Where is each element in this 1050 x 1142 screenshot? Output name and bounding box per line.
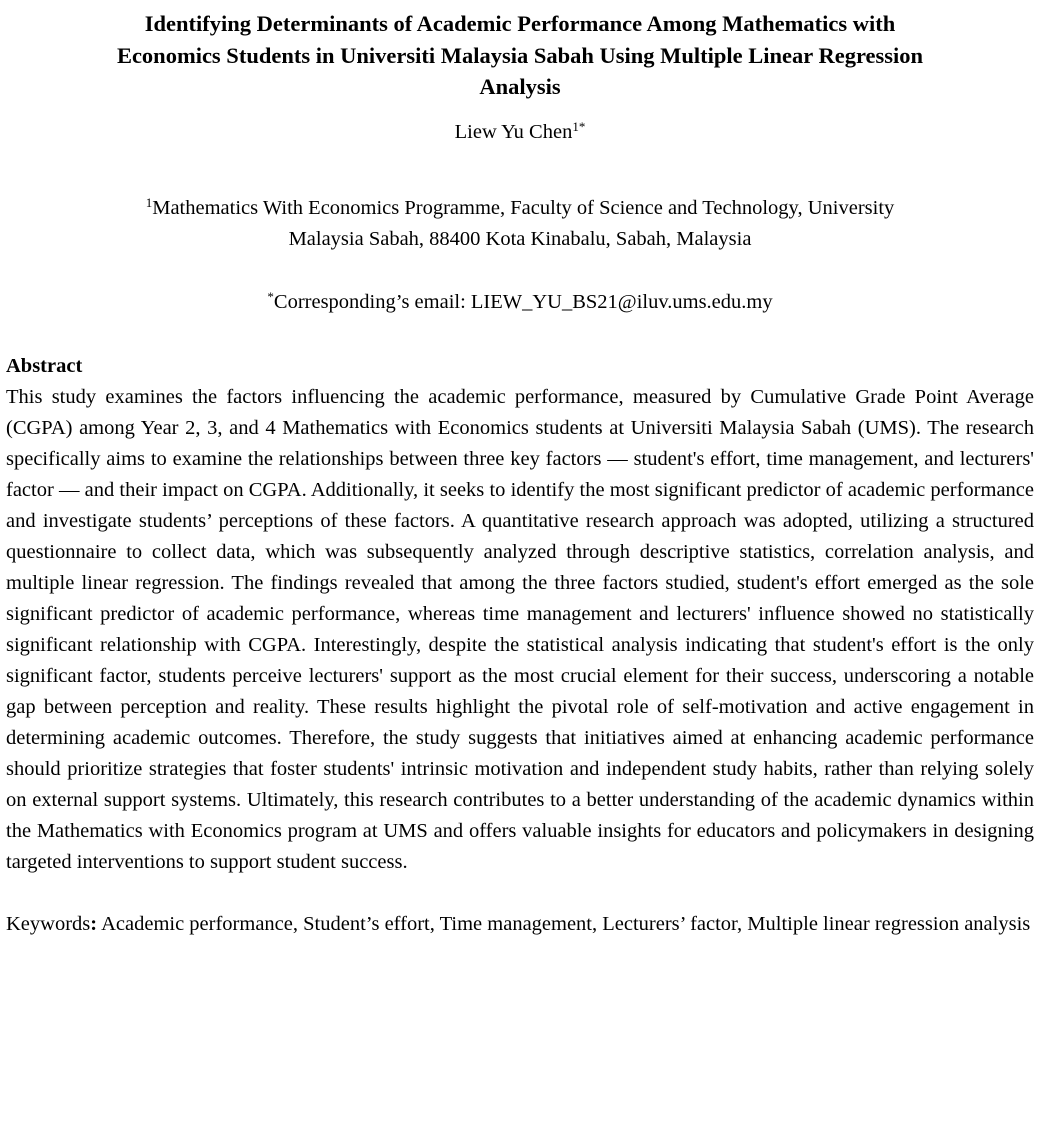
affiliation-line-1 (6, 193, 1034, 224)
author-superscript: 1* (572, 118, 586, 134)
corresponding-email-text: Corresponding’s email: LIEW_YU_BS21@iluv.ums.edu.my (273, 290, 773, 313)
keywords-text: Academic performance, Student’s effort, Time management, Lecturers’ factor, Multiple linear regression analysis (101, 912, 1031, 935)
affiliation-line-2: Malaysia Sabah, 88400 Kota Kinabalu, Sabah, Malaysia (288, 227, 752, 250)
author-line (6, 117, 1034, 148)
affiliation-text-1: Mathematics With Economics Programme, Faculty of Science and Technology, University (152, 196, 895, 219)
paper-title-line-3: Analysis (479, 74, 561, 99)
paper-title-line-2: Economics Students in Universiti Malaysia Sabah Using Multiple Linear Regression (116, 42, 924, 68)
abstract-body: This study examines the factors influencing the academic performance, measured by Cumulative Grade Point Average (CGPA) among Year 2, 3, and 4 Mathematics with Economics students at Universiti Malaysia Sabah (UMS). The research specifically aims to examine the relationships between three key factors — student's effort, time management, and lecturers' factor — and their impact on CGPA. Additionally, it seeks to identify the most significant predictor of academic performance and investigate students’ perceptions of these factors. A quantitative research approach was adopted, utilizing a structured questionnaire to collect data, which was subsequently analyzed through descriptive statistics, correlation analysis, and multiple linear regression. The findings revealed that among the three factors studied, student's effort emerged as the sole significant predictor of academic performance, whereas time management and lecturers' influence showed no statistically significant relationship with CGPA. Interestingly, despite the statistical analysis indicating that student's effort is the only significant factor, students perceive lecturers' support as the most crucial element for their success, underscoring a notable gap between perception and reality. These results highlight the pivotal role of self-motivation and active engagement in determining academic outcomes. Therefore, the study suggests that initiatives aimed at enhancing academic performance should prioritize strategies that foster students' intrinsic motivation and independent study habits, rather than relying solely on external support systems. Ultimately, this research contributes to a better understanding of the academic dynamics within the Mathematics with Economics program at UMS and offers valuable insights for educators and policymakers in designing targeted interventions to support student success. (6, 385, 1034, 873)
corresponding-email-line (6, 287, 1034, 318)
paper-title (6, 8, 1034, 103)
keywords-label: Keywords (6, 912, 91, 935)
keywords-colon: : (90, 912, 98, 935)
affiliation (6, 193, 1034, 255)
author-name: Liew Yu Chen (454, 120, 573, 143)
abstract-heading: Abstract (6, 354, 83, 377)
corresponding-superscript: * (267, 288, 274, 304)
keywords-line (6, 909, 1034, 940)
affiliation-superscript: 1 (145, 194, 153, 210)
paper-title-line-1: Identifying Determinants of Academic Performance Among Mathematics with (144, 11, 896, 36)
